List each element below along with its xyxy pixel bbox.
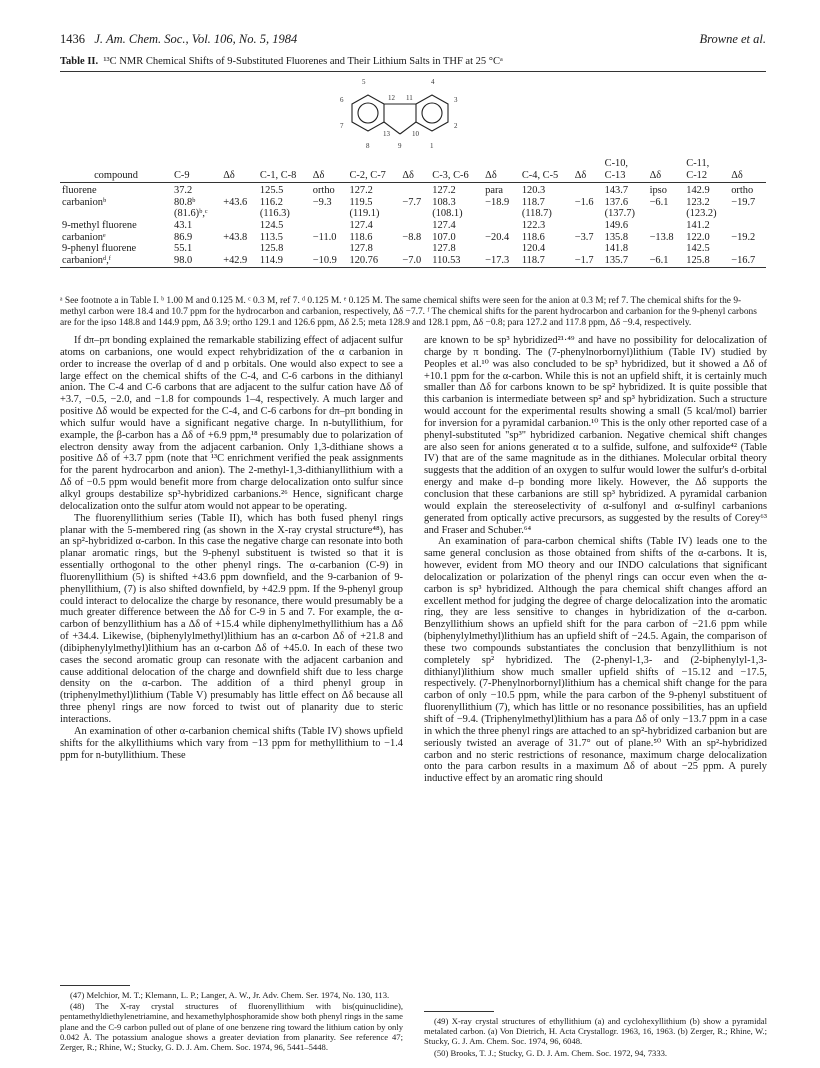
nmr-shift-table bbox=[60, 158, 766, 268]
column-header: Δδ bbox=[573, 170, 603, 183]
table-cell: 55.1 bbox=[174, 243, 193, 255]
table-cell bbox=[573, 208, 603, 220]
table-cell: 86.9 bbox=[174, 231, 193, 243]
table-cell: (108.1) bbox=[432, 208, 463, 220]
row-label: carbanionᵉ bbox=[62, 231, 106, 243]
journal-citation: J. Am. Chem. Soc., Vol. 106, No. 5, 1984 bbox=[94, 32, 298, 46]
table-cell: −19.2 bbox=[731, 231, 756, 243]
table-cell: 125.5 bbox=[259, 185, 284, 197]
column-header: C-12 bbox=[684, 170, 729, 183]
table-cell: −1.6 bbox=[574, 196, 594, 208]
table-cell: +43.6 bbox=[223, 196, 248, 208]
table-cell bbox=[483, 220, 520, 232]
table-cell: 142.9 bbox=[686, 185, 710, 197]
label-c12: 12 bbox=[388, 94, 395, 102]
table-cell: −8.8 bbox=[402, 231, 422, 243]
table-cell: −20.4 bbox=[485, 231, 510, 243]
table-cell: 149.6 bbox=[604, 219, 629, 231]
table-cell: −6.1 bbox=[648, 255, 685, 268]
table-cell bbox=[400, 208, 430, 220]
header-c10-top: C-10, bbox=[604, 158, 629, 169]
table-cell: −18.9 bbox=[485, 196, 510, 208]
table-label: Table II. bbox=[60, 56, 99, 67]
table-cell: 123.2 bbox=[686, 196, 710, 208]
label-c9: 9 bbox=[398, 142, 402, 150]
references-right bbox=[424, 1016, 767, 1059]
table-body bbox=[60, 183, 766, 268]
table-cell: ortho bbox=[731, 185, 754, 197]
table-cell: −1.7 bbox=[573, 255, 603, 268]
label-c6: 6 bbox=[340, 96, 344, 104]
table-cell: −7.0 bbox=[400, 255, 430, 268]
table-cell bbox=[400, 183, 430, 197]
table-cell: −16.7 bbox=[729, 255, 766, 268]
table-cell bbox=[400, 243, 430, 255]
table-cell bbox=[311, 208, 348, 220]
label-c2: 2 bbox=[454, 122, 458, 130]
table-cell bbox=[483, 208, 520, 220]
table-cell bbox=[573, 183, 603, 197]
table-cell: 120.4 bbox=[521, 243, 546, 255]
table-header-row bbox=[60, 170, 766, 183]
table-row bbox=[60, 208, 766, 220]
table-row bbox=[60, 197, 766, 209]
table-cell: 118.6 bbox=[349, 231, 373, 243]
label-c7: 7 bbox=[340, 122, 344, 130]
column-header: C-4, C-5 bbox=[520, 170, 573, 183]
table-cell bbox=[221, 208, 258, 220]
table-cell: +43.8 bbox=[223, 231, 248, 243]
table-cell: ortho bbox=[312, 185, 335, 197]
column-header: Δδ bbox=[400, 170, 430, 183]
table-cell: 118.6 bbox=[521, 231, 545, 243]
table-cell bbox=[729, 208, 766, 220]
table-caption bbox=[60, 56, 766, 67]
table-cell bbox=[311, 243, 348, 255]
table-cell bbox=[648, 208, 685, 220]
left-aromatic-circle bbox=[358, 103, 378, 123]
row-label: fluorene bbox=[62, 185, 97, 197]
column-header: Δδ bbox=[221, 170, 258, 183]
table-cell: 122.3 bbox=[521, 219, 546, 231]
references-rule-left bbox=[60, 985, 130, 986]
table-footnotes: ᵃ See footnote a in Table I. ᵇ 1.00 M and 0.125 M. ᶜ 0.3 M, ref 7. ᵈ 0.125 M. ᵉ 0.125 M. The same chemical shifts were seen for the anion at 0.3 M; ref 7. The chemical shifts for the 9-methyl carbon were 18.4 and 10.7 ppm for the hydrocarbon and carbanion, respectively, Δδ −7.7. ᶠ The chemical shifts for the parent hydrocarbon and carbanion for the 9-phenyl carbons are for the ipso 148.8 and 144.9 ppm, Δδ 3.9; ortho 129.1 and 126.6 ppm, Δδ 2.5; meta 128.9 and 128.1 ppm, Δδ −0.8; para 127.2 and 117.8 ppm, Δδ −9.4, respectively. bbox=[60, 296, 757, 328]
column-header: Δδ bbox=[729, 170, 766, 183]
table-title: ¹³C NMR Chemical Shifts of 9-Substituted Fluorenes and Their Lithium Salts in THF at 25 °Cᵃ bbox=[103, 56, 503, 67]
table-row bbox=[60, 243, 766, 255]
table-cell: 127.4 bbox=[349, 219, 373, 231]
paragraph: An examination of other α-carbanion chemical shifts (Table IV) shows upfield shifts for the alkyllithiums which vary from −13 ppm for methyllithium to −1.4 ppm for n-butyllithium. These bbox=[60, 725, 403, 761]
table-cell: −6.1 bbox=[649, 196, 669, 208]
table-cell: −7.7 bbox=[402, 196, 422, 208]
column-header: C-9 bbox=[172, 170, 221, 183]
table-cell bbox=[648, 220, 685, 232]
row-label bbox=[60, 208, 172, 220]
table-row bbox=[60, 255, 766, 268]
table-cell: 118.7 bbox=[520, 255, 573, 268]
table-row bbox=[60, 183, 766, 197]
left-benzene-ring bbox=[352, 95, 384, 131]
table-cell: 135.7 bbox=[603, 255, 648, 268]
table-cell: +42.9 bbox=[221, 255, 258, 268]
table-cell: 120.3 bbox=[521, 185, 546, 197]
column-header: Δδ bbox=[648, 170, 685, 183]
label-c1: 1 bbox=[430, 142, 434, 150]
paragraph: If dπ–pπ bonding explained the remarkable stabilizing effect of adjacent sulfur atoms on carbanions, one would expect rehybridization of the α carbanion in order to increase the overlap of d and p orbitals. One would also expect to see a large effect on the chemical shifts of the C-4, and C-6 carbons in the dithianyl anion. The C-4 and C-6 carbons that are adjacent to the sulfur cation have Δδ of +3.7, −0.5, −2.0, and −1.8 for compounds 1–4, respectively. A much larger and positive Δδ would be expected for the C-4, and C-6 carbons for dπ–pπ bonding in which sulfur would have a significant negative charge. In n-butyllithium, for example, the β-carbon has a Δδ of +6.9 ppm,¹⁸ presumably due to polarization of electron density away from the adjacent carbanion. Only 1,3-dithiane shows a positive Δδ of +3.7 ppm (note that ¹³C enrichment verified the peak assignments for the parent hydrocarbon and anion). The 2-methyl-1,3-dithianyllithium with a Δδ of −0.5 ppm would benefit more from charge delocalization onto sulfur since alkyl groups destabilize sp³-hybridized carbanions.²⁶ Hence, significant charge delocalization onto the sulfur atom would not appear to be operating. bbox=[60, 335, 403, 512]
label-c3: 3 bbox=[454, 96, 458, 104]
table-cell: 107.0 bbox=[432, 231, 456, 243]
column-header: Δδ bbox=[483, 170, 520, 183]
table-cell: 120.76 bbox=[348, 255, 401, 268]
page-header bbox=[60, 32, 766, 52]
fluorene-skeleton bbox=[352, 95, 448, 134]
table-cell: (137.7) bbox=[604, 208, 635, 220]
table-cell: −9.3 bbox=[312, 196, 332, 208]
label-c4: 4 bbox=[431, 78, 435, 86]
table-cell: (116.3) bbox=[259, 208, 290, 220]
table-cell: 113.5 bbox=[259, 231, 283, 243]
paragraph: The fluorenyllithium series (Table II), which has both fused phenyl rings planar with the 5-membered ring (as shown in the X-ray crystal structure⁴⁸), has an sp²-hybridized α-carbon. In this case the negative charge can resonate into both planar aromatic rings, but the 9-phenyl substituent is twisted so that it is essentially orthogonal to the other phenyl rings. The α-carbanion (C-9) in fluorenyllithium (5) is shifted +43.6 ppm downfield, and the 9-carbanion of 9-phenyllithium, (7) is also shifted downfield, by +42.9 ppm. If the 9-phenyl group could interact to delocalize the charge by resonance, there would presumably be a much greater difference between the Δδ for C-9 in 5 and 7. For example, the α-carbon of benzyllithium has a Δδ of +15.4 while diphenylmethyllithium has a Δδ of +34.4. Likewise, (biphenylylmethyl)lithium has an α-carbon Δδ of +21.8 and (dibiphenylylmethyl)lithium has an α-carbon Δδ of +45.0. In each of these two cases the second aromatic group can resonate with the adjacent carbanion and cause additional delocation of the charge and downfield shift due to less charge density on the α-carbon. The addition of a third phenyl group in (triphenylmethyl)lithium (Table V) presumably has little effect on Δδ because all three phenyl rings are now forced to twist out of planarity due to steric interactions. bbox=[60, 512, 404, 725]
table-cell bbox=[729, 220, 766, 232]
table-cell: 141.8 bbox=[604, 243, 629, 255]
table-cell: 108.3 bbox=[432, 196, 456, 208]
table-cell: 118.7 bbox=[521, 196, 545, 208]
table-cell: 127.4 bbox=[432, 219, 456, 231]
table-cell bbox=[311, 220, 348, 232]
table-cell: 37.2 bbox=[174, 185, 193, 197]
table-cell: 114.9 bbox=[258, 255, 311, 268]
table-cell: (123.2) bbox=[686, 208, 717, 220]
table-cell: 141.2 bbox=[686, 219, 710, 231]
table-row bbox=[60, 220, 766, 232]
body-column-right bbox=[424, 335, 767, 785]
table-cell: −13.8 bbox=[649, 231, 674, 243]
row-label: carbanionᵈ,ᶠ bbox=[60, 255, 172, 268]
reference-item: (48) The X-ray crystal structures of fluorenyllithium with bis(quinuclidine), pentamethyldiethylenetriamine, and hexamethylphosphoramide show both phenyl rings in the same plane and the C-9 carbon pulled out of plane of one benzene ring toward the lithium cation by only 0.042 Å. The potassium analogue shows a greater deviation from planarity. See reference 47; Zerger, R.; Rhine, W.; Stucky, G. D. J. Am. Chem. Soc. 1974, 96, 5441–5448. bbox=[60, 1001, 403, 1053]
table-cell: 142.5 bbox=[686, 243, 710, 255]
right-benzene-ring bbox=[416, 95, 448, 131]
column-header: Δδ bbox=[311, 170, 348, 183]
table-cell: 143.7 bbox=[604, 185, 629, 197]
table-cell: 119.5 bbox=[349, 196, 373, 208]
table-cell: 127.8 bbox=[432, 243, 456, 255]
right-aromatic-circle bbox=[422, 103, 442, 123]
table-cell: (118.7) bbox=[521, 208, 552, 220]
row-label: 9-methyl fluorene bbox=[62, 219, 137, 231]
table-cell: 98.0 bbox=[172, 255, 221, 268]
table-cell bbox=[648, 243, 685, 255]
paragraph: are known to be sp³ hybridized²¹·⁴⁹ and have no possibility for delocalization of charge by π bonding. The (7-phenylnorbornyl)lithium (Table IV) studied by Peoples et al.¹⁰ was also concluded to be sp³ hybridized, but it showed a Δδ of +10.1 ppm for the α-carbon. While this is not an upfield shift, it is certainly much smaller than Δδ for carbons known to be sp² hybridized. It is quite possible that this carbanion is intermediate between sp² and sp³ hybridization. Such a structure would account for the experimental results showing a small (5 kcal/mol) barrier for inversion for a pyramidal carbanion.¹⁰ This is the only other reported case of a phenyl-substituted "sp³" hybridized carbanion. Negative chemical shift changes are also seen for anions generated α to a sulfide, sulfone, and sulfoxide⁴² (Table IV) that are of the same magnitude as in the dithianes. Molecular orbital theory suggests that the addition of an oxygen to sulfur would lower the sulfur's d-orbital energy and make d–p bonding more likely. However, the Δδ supports the conclusion that these carbanions are still sp³ hybridized. A pyramidal carbanion would explain the stereoselectivity of α-sulfonyl and α-sulfinyl carbanions generated from optically active precursors, as suggested by the results of Corey⁶³ and Fraser and Schuber.⁶⁴ bbox=[424, 335, 767, 536]
row-label: carbanionᵇ bbox=[62, 196, 107, 208]
table-cell: 124.5 bbox=[259, 219, 284, 231]
header-c11-top: C-11, bbox=[686, 158, 710, 169]
table-cell: 125.8 bbox=[259, 243, 284, 255]
label-c13: 13 bbox=[383, 130, 390, 138]
running-authors: Browne et al. bbox=[699, 32, 766, 46]
references-left bbox=[60, 990, 403, 1053]
column-header: C-2, C-7 bbox=[348, 170, 401, 183]
table-cell: 125.8 bbox=[684, 255, 729, 268]
label-c11: 11 bbox=[406, 94, 413, 102]
table-cell bbox=[221, 243, 258, 255]
table-cell: para bbox=[485, 185, 504, 197]
column-header: C-3, C-6 bbox=[430, 170, 483, 183]
table-cell: 127.2 bbox=[432, 185, 456, 197]
table-cell bbox=[221, 183, 258, 197]
label-c5: 5 bbox=[362, 78, 366, 86]
table-cell: 110.53 bbox=[430, 255, 483, 268]
body-column-left bbox=[60, 335, 403, 761]
table-cell: 122.0 bbox=[686, 231, 710, 243]
table-cell: −11.0 bbox=[312, 231, 337, 243]
table-cell: −3.7 bbox=[574, 231, 594, 243]
label-c10: 10 bbox=[412, 130, 419, 138]
row-label: 9-phenyl fluorene bbox=[62, 243, 137, 255]
table-cell bbox=[483, 243, 520, 255]
table-cell: 116.2 bbox=[259, 196, 283, 208]
paragraph: An examination of para-carbon chemical shifts (Table IV) leads one to the same general conclusion as those obtained from shifts of the α-carbons. It is, however, evident from MO theory and our INDO calculations that significant delocalization or polarization of the phenyl rings can occur even when the α-carbon is sp³ hybridized. Although the para chemical shift changes afford an excellent method for judging the degree of charge delocalization into the aromatic ring, they are less sensitive to changes in hybridization of the α-carbon. Benzyllithium shows an upfield shift for the para carbon of −21.6 ppm while (biphenylylmethyl)lithium has an upfield shift of −24.5. Again, the comparison of these two compounds substantiates the conclusion that benzyllithium is not completely sp² hybridized. The (2-phenyl-1,3- and (2-biphenylyl-1,3-dithianyl)lithium show much smaller upfield shifts of −15.12 and −17.5, respectively. (7-Phenylnorbornyl)lithium has a chemical shift change for the para carbon of only −10.5 ppm, while the para carbon of the 9-phenyl substituent of fluorenyllithium (7), which has little or no resonance possibilities, has an upfield shift of −9.4. (Triphenylmethyl)lithium has a para Δδ of only −13.7 ppm in a case in which the three phenyl rings are attached to an sp²-hybridized carbanion but are seriously twisted an average of 31.7° out of plane.⁵⁰ With an sp²-hybridized carbon and no steric restrictions of resonance, maximum charge delocalization onto the para carbon results in a maximum Δδ of about −25 ppm. A purely inductive effect by an aromatic ring should bbox=[424, 536, 767, 785]
table-row bbox=[60, 232, 766, 244]
table-cell bbox=[729, 243, 766, 255]
table-cell bbox=[573, 220, 603, 232]
reference-item: (47) Melchior, M. T.; Klemann, L. P.; Langer, A. W., Jr. Adv. Chem. Ser. 1974, No. 130, 113. bbox=[70, 990, 390, 1000]
table-cell: ipso bbox=[649, 185, 667, 197]
column-header: C-13 bbox=[603, 170, 648, 183]
table-cell: −19.7 bbox=[731, 196, 756, 208]
fluorene-structure-diagram bbox=[330, 72, 490, 160]
table-cell: 80.8ᵇ bbox=[174, 196, 196, 208]
table-cell bbox=[400, 220, 430, 232]
page-number: 1436 bbox=[60, 32, 85, 46]
table-cell bbox=[573, 243, 603, 255]
table-cell: (81.6)ᵇ,ᶜ bbox=[174, 208, 208, 220]
table-cell: 137.6 bbox=[604, 196, 629, 208]
table-cell: (119.1) bbox=[349, 208, 380, 220]
header-left bbox=[60, 32, 297, 47]
reference-item: (50) Brooks, T. J.; Stucky, G. D. J. Am. Chem. Soc. 1972, 94, 7333. bbox=[434, 1047, 668, 1058]
label-c8: 8 bbox=[366, 142, 370, 150]
table-cell: 127.8 bbox=[349, 243, 373, 255]
table-cell: 135.8 bbox=[604, 231, 629, 243]
column-header: C-1, C-8 bbox=[258, 170, 311, 183]
table-cell: −17.3 bbox=[483, 255, 520, 268]
table-cell: 43.1 bbox=[174, 219, 193, 231]
column-header: compound bbox=[60, 170, 172, 183]
reference-item: (49) X-ray crystal structures of ethyllithium (a) and cyclohexyllithium (b) show a pyramidal metalated carbon. (a) Von Dietrich, H. Acta Crystallogr. 1963, 16, 1963. (b) Zerger, R.; Rhine, W.; Stucky, G. J. Am. Chem. Soc. 1974, 96, 6048. bbox=[424, 1016, 767, 1047]
table-header-top-row bbox=[60, 158, 766, 170]
table-cell: −10.9 bbox=[311, 255, 348, 268]
table-cell: 127.2 bbox=[349, 185, 373, 197]
references-rule-right bbox=[424, 1011, 494, 1012]
table-cell bbox=[221, 220, 258, 232]
